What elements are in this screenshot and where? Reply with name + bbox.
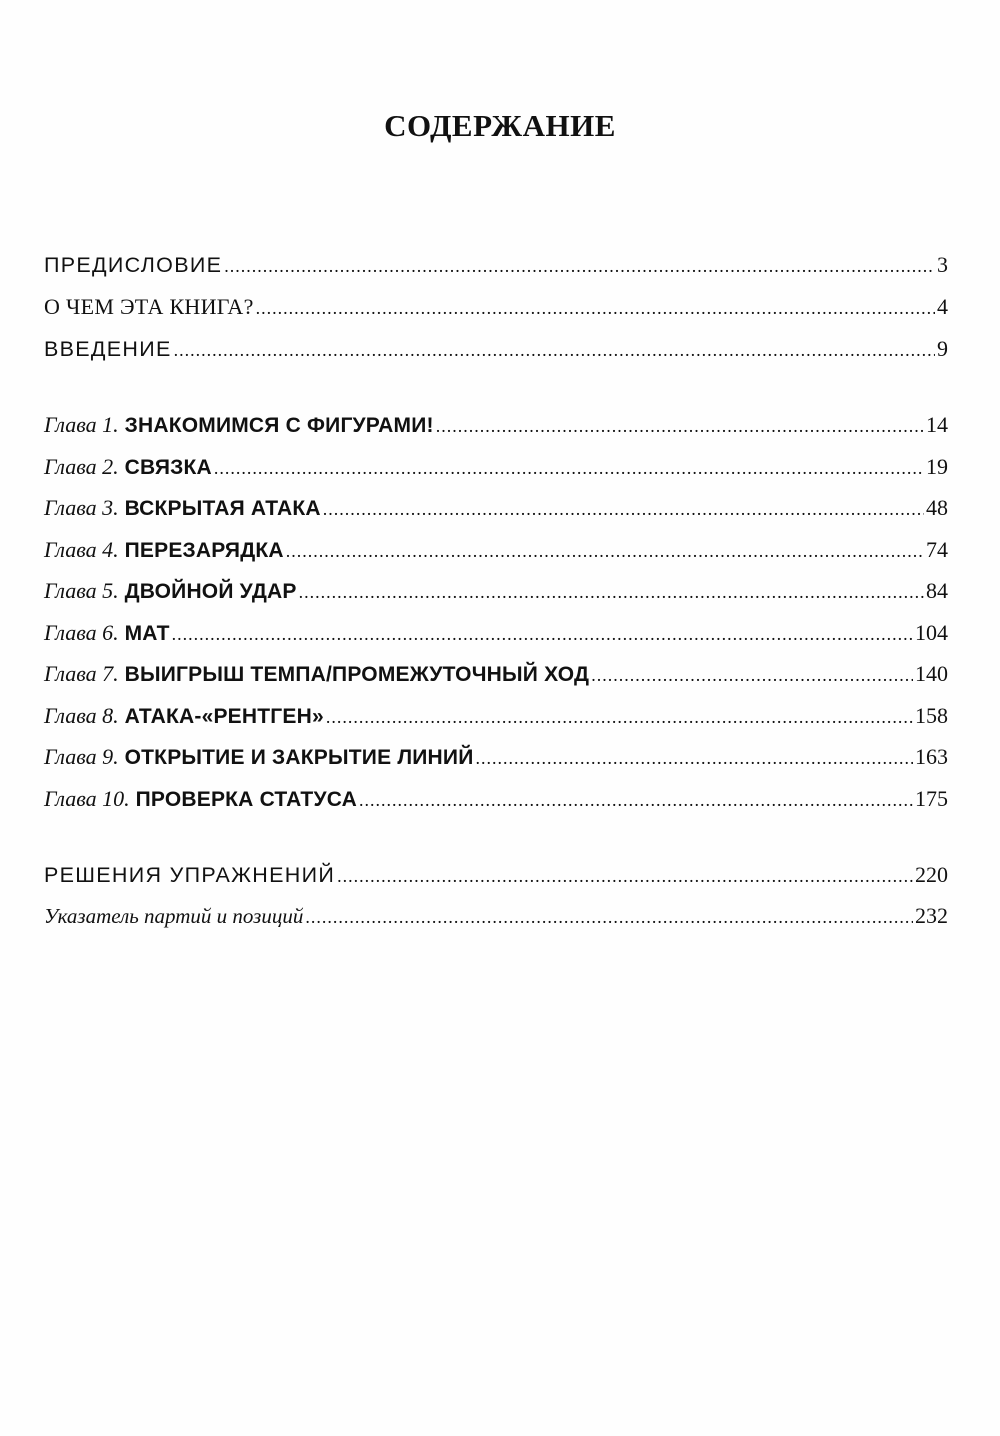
toc-page-number: 48 <box>926 495 948 520</box>
chapter-label: Глава 2. <box>44 454 119 479</box>
toc-entry-text <box>44 537 284 563</box>
chapter-title: ВЫИГРЫШ ТЕМПА/ПРОМЕЖУТОЧНЫЙ ХОД <box>124 663 590 686</box>
toc-entry-text <box>44 786 357 812</box>
toc-page-number: 220 <box>915 862 948 887</box>
chapter-label: Глава 4. <box>44 537 119 562</box>
toc-page-number: 158 <box>915 703 948 728</box>
chapter-label: Глава 3. <box>44 495 119 520</box>
toc-page-number: 3 <box>937 252 948 277</box>
toc-entry-text: ПРЕДИСЛОВИЕ <box>44 253 223 277</box>
toc-page-number: 140 <box>915 661 948 686</box>
dot-leader <box>224 256 935 277</box>
toc-entry-text: ВВЕДЕНИЕ <box>44 337 172 361</box>
toc-entry-text <box>44 661 589 687</box>
chapter-label: Глава 1. <box>44 412 119 437</box>
toc-page-number: 84 <box>926 578 948 603</box>
toc-entry-text <box>44 578 297 604</box>
chapter-title: СВЯЗКА <box>124 456 212 479</box>
dot-leader <box>256 298 935 319</box>
dot-leader <box>359 790 913 811</box>
dot-leader <box>174 340 935 361</box>
page-title: СОДЕРЖАНИЕ <box>384 108 616 143</box>
toc-entry-text: О ЧЕМ ЭТА КНИГА? <box>44 294 254 319</box>
toc-entry-chapter-9 <box>44 744 948 778</box>
toc-page-number: 9 <box>937 336 948 361</box>
toc-entry-chapter-3 <box>44 495 948 529</box>
toc-page-number: 4 <box>937 294 948 319</box>
chapter-title: МАТ <box>124 622 170 645</box>
toc-entry-solutions <box>44 862 948 896</box>
dot-leader <box>326 707 913 728</box>
toc-entry-chapter-1 <box>44 412 948 446</box>
chapter-label: Глава 7. <box>44 661 119 686</box>
toc-entry-index <box>44 903 948 937</box>
dot-leader <box>305 907 913 928</box>
toc-entry-chapter-2 <box>44 454 948 488</box>
chapter-title: ВСКРЫТАЯ АТАКА <box>124 497 321 520</box>
toc-page-number: 232 <box>915 903 948 928</box>
dot-leader <box>299 582 924 603</box>
toc-entry-text <box>44 744 474 770</box>
toc-entry-text: Указатель партий и позиций <box>44 904 304 928</box>
toc-page-number: 163 <box>915 744 948 769</box>
chapter-title: ОТКРЫТИЕ И ЗАКРЫТИЕ ЛИНИЙ <box>124 746 474 769</box>
chapter-title: ДВОЙНОЙ УДАР <box>124 580 297 603</box>
chapter-label: Глава 10. <box>44 786 130 811</box>
toc-page-number: 74 <box>926 537 948 562</box>
toc-entry-text: РЕШЕНИЯ УПРАЖНЕНИЙ <box>44 863 336 887</box>
dot-leader <box>436 416 924 437</box>
toc-entry-chapter-6 <box>44 620 948 654</box>
toc-entry-chapter-5 <box>44 578 948 612</box>
toc-entry-text <box>44 412 434 438</box>
toc-page-number: 104 <box>915 620 948 645</box>
toc-page-number: 14 <box>926 412 948 437</box>
chapter-title: АТАКА-«РЕНТГЕН» <box>124 705 324 728</box>
toc-entry-chapter-4 <box>44 537 948 571</box>
toc-page-number: 19 <box>926 454 948 479</box>
toc-entry-text <box>44 495 321 521</box>
toc-entry-text <box>44 454 212 480</box>
toc-entry-text <box>44 703 324 729</box>
toc-entry-text <box>44 620 170 646</box>
chapter-label: Глава 9. <box>44 744 119 769</box>
toc-entry-chapter-8 <box>44 703 948 737</box>
chapter-label: Глава 5. <box>44 578 119 603</box>
dot-leader <box>476 748 914 769</box>
dot-leader <box>337 866 913 887</box>
toc-page-number: 175 <box>915 786 948 811</box>
toc-entry-introduction <box>44 336 948 370</box>
chapter-title: ПЕРЕЗАРЯДКА <box>124 539 284 562</box>
toc-entry-chapter-7 <box>44 661 948 695</box>
chapter-label: Глава 6. <box>44 620 119 645</box>
chapter-label: Глава 8. <box>44 703 119 728</box>
chapter-title: ПРОВЕРКА СТАТУСА <box>135 788 357 811</box>
dot-leader <box>286 541 924 562</box>
toc-entry-preface <box>44 252 948 286</box>
toc-entry-about-book <box>44 294 948 328</box>
dot-leader <box>172 624 913 645</box>
dot-leader <box>214 458 924 479</box>
toc-entry-chapter-10 <box>44 786 948 820</box>
dot-leader <box>323 499 924 520</box>
dot-leader <box>591 665 913 686</box>
chapter-title: ЗНАКОМИМСЯ С ФИГУРАМИ! <box>124 414 434 437</box>
